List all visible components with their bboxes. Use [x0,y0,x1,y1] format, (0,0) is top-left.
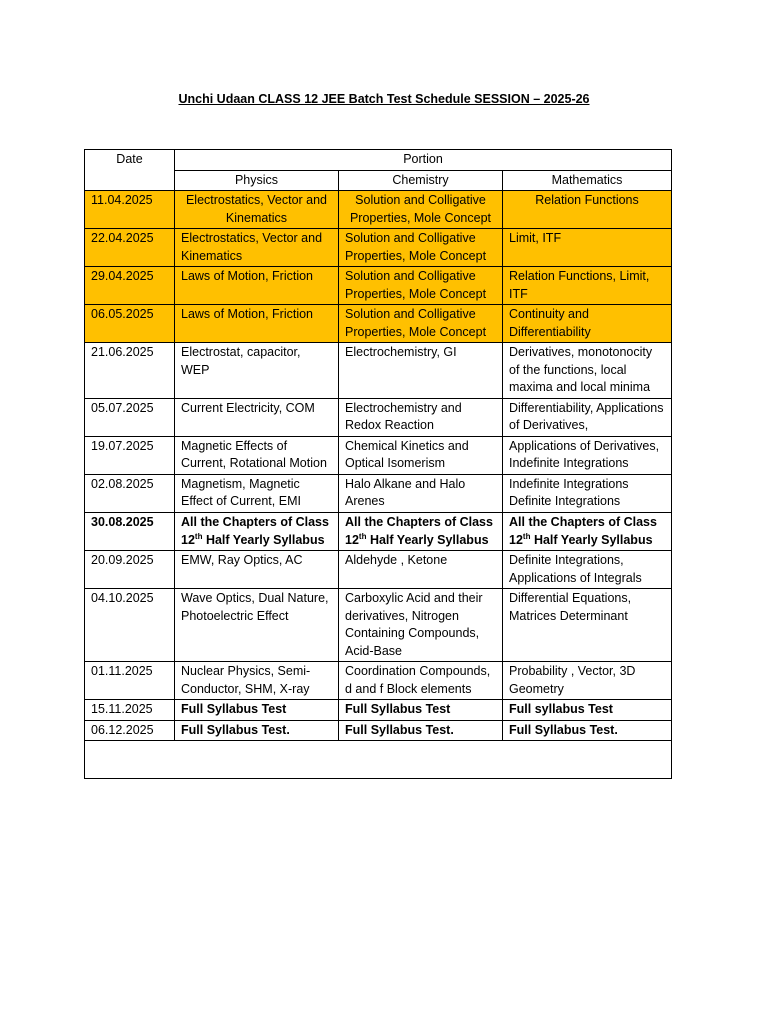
chemistry-cell: Halo Alkane and Halo Arenes [339,474,503,513]
physics-cell: Nuclear Physics, Semi-Conductor, SHM, X-ray [175,662,339,700]
table-row [85,191,672,229]
mathematics-cell: Definite Integrations, Applications of Integrals [503,551,672,589]
cell-text: All the Chapters of Class [181,515,329,529]
mathematics-cell: Continuity and Differentiability [503,305,672,343]
chemistry-cell: Carboxylic Acid and their derivatives, Nitrogen Containing Compounds, Acid-Base [339,589,503,662]
physics-cell: Laws of Motion, Friction [175,305,339,343]
date-cell: 20.09.2025 [85,551,175,589]
cell-text: Half Yearly Syllabus [366,532,489,547]
physics-cell: Current Electricity, COM [175,398,339,436]
physics-header: Physics [175,170,339,191]
mathematics-cell: Differentiability, Applications of Derivatives, [503,398,672,436]
header-row [85,150,672,171]
date-cell: 06.12.2025 [85,720,175,741]
mathematics-cell: Limit, ITF [503,229,672,267]
date-cell: 06.05.2025 [85,305,175,343]
physics-cell: Wave Optics, Dual Nature, Photoelectric Effect [175,589,339,662]
cell-text: All the Chapters of Class [345,515,493,529]
chemistry-cell: Electrochemistry, GI [339,343,503,399]
physics-cell: Magnetism, Magnetic Effect of Current, EMI [175,474,339,513]
table-row [85,436,672,474]
ordinal-suffix: th [194,531,203,541]
cell-text: Half Yearly Syllabus [530,532,653,547]
date-cell: 30.08.2025 [85,513,175,551]
physics-cell: Electrostatics, Vector and Kinematics [175,191,339,229]
date-cell: 05.07.2025 [85,398,175,436]
chemistry-cell: Solution and Colligative Properties, Mole Concept [339,267,503,305]
cell-text: All the Chapters of Class [509,515,657,529]
physics-cell: Full Syllabus Test [175,700,339,721]
date-cell: 01.11.2025 [85,662,175,700]
physics-cell: Electrostatics, Vector and Kinematics [175,229,339,267]
test-schedule-table [84,149,672,779]
date-header: Date [85,150,175,191]
chemistry-header: Chemistry [339,170,503,191]
chemistry-cell: Full Syllabus Test. [339,720,503,741]
physics-cell [175,513,339,551]
mathematics-cell: Differential Equations, Matrices Determinant [503,589,672,662]
class-number: 12 [509,532,523,547]
table-row [85,398,672,436]
class-number: 12 [345,532,359,547]
chemistry-cell: Solution and Colligative Properties, Mole Concept [339,191,503,229]
date-cell: 04.10.2025 [85,589,175,662]
table-row [85,662,672,700]
chemistry-cell: Chemical Kinetics and Optical Isomerism [339,436,503,474]
physics-cell: Magnetic Effects of Current, Rotational Motion [175,436,339,474]
chemistry-cell: Full Syllabus Test [339,700,503,721]
mathematics-cell: Derivatives, monotonocity of the functions, local maxima and local minima [503,343,672,399]
empty-row [85,741,672,779]
physics-cell: Electrostat, capacitor, WEP [175,343,339,399]
date-cell: 19.07.2025 [85,436,175,474]
table-row [85,474,672,513]
date-cell: 15.11.2025 [85,700,175,721]
page-title: Unchi Udaan CLASS 12 JEE Batch Test Schedule SESSION – 2025-26 [178,92,590,106]
table-row [85,343,672,399]
mathematics-cell: Indefinite Integrations Definite Integrations [503,474,672,513]
table-row [85,700,672,721]
ordinal-suffix: th [358,531,367,541]
mathematics-cell: Relation Functions [503,191,672,229]
table-row [85,267,672,305]
chemistry-cell: Aldehyde , Ketone [339,551,503,589]
empty-cell [85,741,672,779]
chemistry-cell: Solution and Colligative Properties, Mole Concept [339,305,503,343]
mathematics-cell: Full syllabus Test [503,700,672,721]
ordinal-suffix: th [522,531,531,541]
table-row [85,229,672,267]
mathematics-cell: Probability , Vector, 3D Geometry [503,662,672,700]
mathematics-cell [503,513,672,551]
physics-cell: EMW, Ray Optics, AC [175,551,339,589]
mathematics-header: Mathematics [503,170,672,191]
table-row [85,589,672,662]
physics-cell: Full Syllabus Test. [175,720,339,741]
table-row [85,513,672,551]
date-cell: 29.04.2025 [85,267,175,305]
physics-cell: Laws of Motion, Friction [175,267,339,305]
chemistry-cell [339,513,503,551]
date-cell: 11.04.2025 [85,191,175,229]
table-row [85,551,672,589]
mathematics-cell: Relation Functions, Limit, ITF [503,267,672,305]
cell-text: Half Yearly Syllabus [202,532,325,547]
date-cell: 22.04.2025 [85,229,175,267]
table-row [85,720,672,741]
date-cell: 02.08.2025 [85,474,175,513]
portion-header: Portion [175,150,672,171]
chemistry-cell: Coordination Compounds, d and f Block elements [339,662,503,700]
chemistry-cell: Solution and Colligative Properties, Mole Concept [339,229,503,267]
chemistry-cell: Electrochemistry and Redox Reaction [339,398,503,436]
mathematics-cell: Full Syllabus Test. [503,720,672,741]
table-row [85,305,672,343]
class-number: 12 [181,532,195,547]
mathematics-cell: Applications of Derivatives, Indefinite Integrations [503,436,672,474]
date-cell: 21.06.2025 [85,343,175,399]
